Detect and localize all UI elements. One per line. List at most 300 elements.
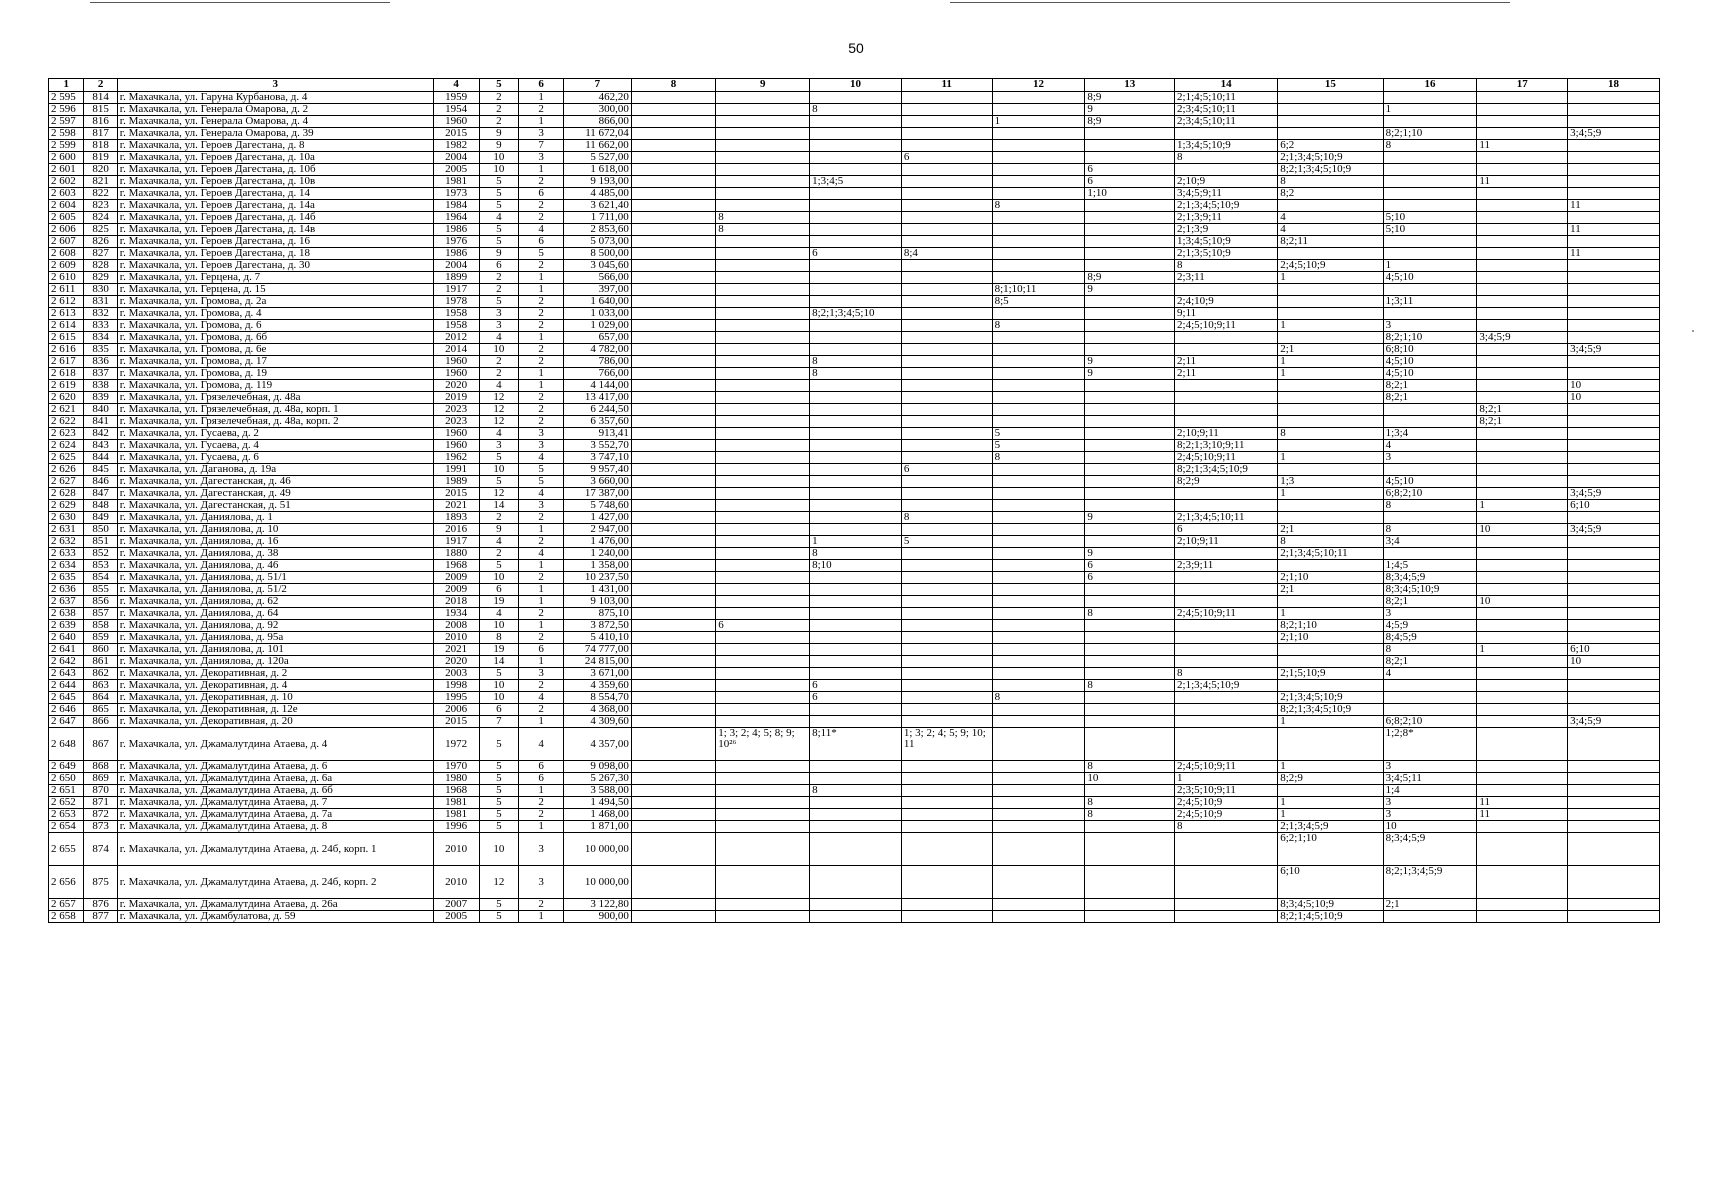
cell-col-16: 8;3;4;5;9 — [1383, 572, 1477, 584]
cell-col-11 — [901, 524, 992, 536]
cell-col-5: 19 — [479, 644, 519, 656]
table-row — [49, 821, 1660, 833]
cell-col-18 — [1568, 560, 1660, 572]
cell-col-7: 11 672,04 — [564, 128, 632, 140]
cell-col-8 — [631, 140, 715, 152]
cell-col-2: 867 — [84, 728, 117, 761]
cell-col-17: 10 — [1477, 596, 1568, 608]
cell-col-15: 8;2;1;3;4;5;10;9 — [1278, 164, 1383, 176]
cell-col-5: 6 — [479, 704, 519, 716]
cell-col-7: 1 476,00 — [564, 536, 632, 548]
cell-col-4: 1991 — [433, 464, 479, 476]
cell-col-6: 1 — [519, 332, 564, 344]
cell-col-3: г. Махачкала, ул. Героев Дагестана, д. 14а — [117, 200, 433, 212]
cell-col-13: 9 — [1085, 356, 1175, 368]
cell-col-9 — [716, 116, 810, 128]
cell-col-5: 19 — [479, 596, 519, 608]
cell-col-17 — [1477, 212, 1568, 224]
cell-col-18 — [1568, 152, 1660, 164]
cell-col-5: 5 — [479, 236, 519, 248]
cell-col-15: 8;2;1;4;5;10;9 — [1278, 911, 1383, 923]
cell-col-8 — [631, 548, 715, 560]
cell-col-11 — [901, 404, 992, 416]
cell-col-15 — [1278, 560, 1383, 572]
cell-col-2: 858 — [84, 620, 117, 632]
cell-col-8 — [631, 260, 715, 272]
cell-col-13: 9 — [1085, 512, 1175, 524]
cell-col-1: 2 657 — [49, 899, 84, 911]
cell-col-5: 10 — [479, 833, 519, 866]
cell-col-12 — [992, 152, 1085, 164]
cell-col-9 — [716, 911, 810, 923]
cell-col-14: 1;3;4;5;10;9 — [1175, 140, 1278, 152]
cell-col-11 — [901, 488, 992, 500]
cell-col-10 — [810, 452, 902, 464]
cell-col-1: 2 656 — [49, 866, 84, 899]
column-header-10: 10 — [810, 79, 902, 92]
cell-col-15: 2;1;3;4;5;10;11 — [1278, 548, 1383, 560]
cell-col-1: 2 653 — [49, 809, 84, 821]
cell-col-15: 4 — [1278, 224, 1383, 236]
cell-col-5: 4 — [479, 212, 519, 224]
cell-col-15: 6;10 — [1278, 866, 1383, 899]
cell-col-16: 8 — [1383, 500, 1477, 512]
cell-col-8 — [631, 116, 715, 128]
cell-col-15 — [1278, 596, 1383, 608]
cell-col-17: 8;2;1 — [1477, 404, 1568, 416]
cell-col-7: 300,00 — [564, 104, 632, 116]
cell-col-14 — [1175, 644, 1278, 656]
table-row — [49, 572, 1660, 584]
cell-col-3: г. Махачкала, ул. Джамалутдина Атаева, д. 26а — [117, 899, 433, 911]
cell-col-11: 8;4 — [901, 248, 992, 260]
cell-col-7: 462,20 — [564, 92, 632, 104]
cell-col-7: 3 045,60 — [564, 260, 632, 272]
cell-col-14 — [1175, 728, 1278, 761]
cell-col-9 — [716, 512, 810, 524]
cell-col-17 — [1477, 116, 1568, 128]
cell-col-6: 3 — [519, 152, 564, 164]
cell-col-10: 8 — [810, 548, 902, 560]
cell-col-15 — [1278, 440, 1383, 452]
cell-col-9 — [716, 428, 810, 440]
cell-col-5: 5 — [479, 176, 519, 188]
cell-col-2: 868 — [84, 761, 117, 773]
cell-col-11 — [901, 899, 992, 911]
cell-col-10 — [810, 797, 902, 809]
cell-col-1: 2 618 — [49, 368, 84, 380]
cell-col-18 — [1568, 92, 1660, 104]
cell-col-11: 8 — [901, 512, 992, 524]
cell-col-1: 2 626 — [49, 464, 84, 476]
cell-col-11 — [901, 308, 992, 320]
cell-col-5: 12 — [479, 392, 519, 404]
cell-col-16 — [1383, 704, 1477, 716]
cell-col-7: 5 073,00 — [564, 236, 632, 248]
cell-col-11 — [901, 833, 992, 866]
cell-col-16: 1 — [1383, 260, 1477, 272]
cell-col-16: 4 — [1383, 668, 1477, 680]
cell-col-4: 2016 — [433, 524, 479, 536]
cell-col-18 — [1568, 188, 1660, 200]
cell-col-17 — [1477, 308, 1568, 320]
cell-col-11 — [901, 500, 992, 512]
cell-col-13 — [1085, 644, 1175, 656]
cell-col-4: 1958 — [433, 320, 479, 332]
cell-col-2: 841 — [84, 416, 117, 428]
cell-col-4: 2004 — [433, 152, 479, 164]
cell-col-9 — [716, 464, 810, 476]
cell-col-12 — [992, 512, 1085, 524]
cell-col-13 — [1085, 911, 1175, 923]
cell-col-12 — [992, 404, 1085, 416]
cell-col-4: 1880 — [433, 548, 479, 560]
cell-col-10: 8 — [810, 785, 902, 797]
cell-col-1: 2 644 — [49, 680, 84, 692]
cell-col-5: 5 — [479, 761, 519, 773]
cell-col-18 — [1568, 596, 1660, 608]
cell-col-13 — [1085, 380, 1175, 392]
column-header-18: 18 — [1568, 79, 1660, 92]
cell-col-13: 9 — [1085, 284, 1175, 296]
cell-col-12 — [992, 596, 1085, 608]
cell-col-11 — [901, 668, 992, 680]
cell-col-7: 1 468,00 — [564, 809, 632, 821]
cell-col-5: 3 — [479, 320, 519, 332]
cell-col-13 — [1085, 728, 1175, 761]
cell-col-8 — [631, 536, 715, 548]
cell-col-10 — [810, 488, 902, 500]
cell-col-11 — [901, 284, 992, 296]
cell-col-12 — [992, 236, 1085, 248]
cell-col-16: 5;10 — [1383, 212, 1477, 224]
cell-col-3: г. Махачкала, ул. Громова, д. 119 — [117, 380, 433, 392]
cell-col-5: 4 — [479, 332, 519, 344]
cell-col-14: 2;4;5;10;9 — [1175, 797, 1278, 809]
cell-col-14: 2;4;5;10;9 — [1175, 809, 1278, 821]
cell-col-2: 837 — [84, 368, 117, 380]
cell-col-8 — [631, 524, 715, 536]
cell-col-11 — [901, 320, 992, 332]
cell-col-12 — [992, 668, 1085, 680]
cell-col-10 — [810, 188, 902, 200]
cell-col-10 — [810, 608, 902, 620]
cell-col-8 — [631, 728, 715, 761]
cell-col-15 — [1278, 128, 1383, 140]
cell-col-2: 836 — [84, 356, 117, 368]
cell-col-1: 2 621 — [49, 404, 84, 416]
cell-col-6: 4 — [519, 548, 564, 560]
cell-col-7: 1 431,00 — [564, 584, 632, 596]
table-row — [49, 188, 1660, 200]
cell-col-16 — [1383, 548, 1477, 560]
cell-col-3: г. Махачкала, ул. Генерала Омарова, д. 2 — [117, 104, 433, 116]
cell-col-14: 2;3;4;5;10;11 — [1175, 104, 1278, 116]
cell-col-6: 1 — [519, 380, 564, 392]
cell-col-4: 1996 — [433, 821, 479, 833]
cell-col-2: 850 — [84, 524, 117, 536]
cell-col-18: 6;10 — [1568, 500, 1660, 512]
cell-col-10 — [810, 152, 902, 164]
cell-col-10 — [810, 833, 902, 866]
cell-col-13 — [1085, 308, 1175, 320]
cell-col-13: 6 — [1085, 164, 1175, 176]
cell-col-13 — [1085, 584, 1175, 596]
cell-col-5: 5 — [479, 773, 519, 785]
cell-col-14: 2;4;10;9 — [1175, 296, 1278, 308]
cell-col-11 — [901, 797, 992, 809]
cell-col-8 — [631, 773, 715, 785]
cell-col-2: 877 — [84, 911, 117, 923]
cell-col-10 — [810, 212, 902, 224]
cell-col-3: г. Махачкала, ул. Героев Дагестана, д. 10в — [117, 176, 433, 188]
cell-col-5: 5 — [479, 809, 519, 821]
table-row — [49, 236, 1660, 248]
cell-col-8 — [631, 332, 715, 344]
cell-col-2: 833 — [84, 320, 117, 332]
cell-col-9 — [716, 296, 810, 308]
cell-col-15: 8;2 — [1278, 188, 1383, 200]
cell-col-13: 9 — [1085, 548, 1175, 560]
cell-col-10 — [810, 596, 902, 608]
cell-col-2: 830 — [84, 284, 117, 296]
cell-col-8 — [631, 320, 715, 332]
cell-col-15: 2;1;3;4;5;10;9 — [1278, 692, 1383, 704]
cell-col-7: 1 240,00 — [564, 548, 632, 560]
cell-col-4: 1964 — [433, 212, 479, 224]
cell-col-14: 2;3;5;10;9;11 — [1175, 785, 1278, 797]
cell-col-11 — [901, 272, 992, 284]
cell-col-11 — [901, 344, 992, 356]
cell-col-8 — [631, 284, 715, 296]
cell-col-1: 2 637 — [49, 596, 84, 608]
cell-col-15 — [1278, 464, 1383, 476]
cell-col-7: 3 660,00 — [564, 476, 632, 488]
cell-col-10 — [810, 899, 902, 911]
cell-col-15: 1 — [1278, 320, 1383, 332]
cell-col-16 — [1383, 164, 1477, 176]
table-row — [49, 464, 1660, 476]
cell-col-7: 1 358,00 — [564, 560, 632, 572]
cell-col-6: 6 — [519, 773, 564, 785]
cell-col-10: 1 — [810, 536, 902, 548]
cell-col-16 — [1383, 284, 1477, 296]
cell-col-9 — [716, 356, 810, 368]
cell-col-18 — [1568, 785, 1660, 797]
cell-col-4: 1998 — [433, 680, 479, 692]
cell-col-11 — [901, 761, 992, 773]
cell-col-7: 17 387,00 — [564, 488, 632, 500]
cell-col-18: 11 — [1568, 224, 1660, 236]
cell-col-17 — [1477, 236, 1568, 248]
cell-col-14 — [1175, 344, 1278, 356]
cell-col-3: г. Махачкала, ул. Декоративная, д. 10 — [117, 692, 433, 704]
cell-col-2: 834 — [84, 332, 117, 344]
cell-col-9 — [716, 596, 810, 608]
cell-col-1: 2 638 — [49, 608, 84, 620]
cell-col-2: 827 — [84, 248, 117, 260]
cell-col-16 — [1383, 200, 1477, 212]
cell-col-9 — [716, 809, 810, 821]
cell-col-11 — [901, 392, 992, 404]
cell-col-16 — [1383, 236, 1477, 248]
cell-col-17 — [1477, 452, 1568, 464]
cell-col-18: 10 — [1568, 392, 1660, 404]
cell-col-11: 5 — [901, 536, 992, 548]
cell-col-10 — [810, 164, 902, 176]
cell-col-9 — [716, 140, 810, 152]
column-header-13: 13 — [1085, 79, 1175, 92]
cell-col-14 — [1175, 572, 1278, 584]
cell-col-6: 2 — [519, 344, 564, 356]
cell-col-1: 2 652 — [49, 797, 84, 809]
cell-col-16 — [1383, 680, 1477, 692]
cell-col-4: 1980 — [433, 773, 479, 785]
cell-col-5: 5 — [479, 224, 519, 236]
cell-col-12: 8 — [992, 320, 1085, 332]
cell-col-16: 8;2;1;3;4;5;9 — [1383, 866, 1477, 899]
cell-col-15 — [1278, 644, 1383, 656]
cell-col-4: 2023 — [433, 404, 479, 416]
cell-col-7: 3 122,80 — [564, 899, 632, 911]
cell-col-17 — [1477, 632, 1568, 644]
cell-col-6: 1 — [519, 596, 564, 608]
cell-col-18 — [1568, 797, 1660, 809]
cell-col-15 — [1278, 284, 1383, 296]
cell-col-11 — [901, 548, 992, 560]
column-header-9: 9 — [716, 79, 810, 92]
cell-col-12 — [992, 488, 1085, 500]
cell-col-8 — [631, 866, 715, 899]
cell-col-3: г. Махачкала, ул. Даниялова, д. 46 — [117, 560, 433, 572]
cell-col-10 — [810, 644, 902, 656]
cell-col-17: 11 — [1477, 809, 1568, 821]
cell-col-5: 10 — [479, 680, 519, 692]
cell-col-8 — [631, 224, 715, 236]
cell-col-10 — [810, 200, 902, 212]
cell-col-8 — [631, 608, 715, 620]
table-row — [49, 584, 1660, 596]
cell-col-17 — [1477, 548, 1568, 560]
cell-col-3: г. Махачкала, ул. Даниялова, д. 95а — [117, 632, 433, 644]
cell-col-18 — [1568, 404, 1660, 416]
cell-col-4: 1968 — [433, 560, 479, 572]
cell-col-12 — [992, 272, 1085, 284]
cell-col-12 — [992, 344, 1085, 356]
cell-col-17 — [1477, 656, 1568, 668]
cell-col-4: 2019 — [433, 392, 479, 404]
table-row — [49, 866, 1660, 899]
cell-col-4: 2006 — [433, 704, 479, 716]
cell-col-11 — [901, 620, 992, 632]
cell-col-3: г. Махачкала, ул. Даниялова, д. 64 — [117, 608, 433, 620]
cell-col-4: 2021 — [433, 644, 479, 656]
cell-col-18 — [1568, 236, 1660, 248]
cell-col-14: 2;10;9;11 — [1175, 428, 1278, 440]
cell-col-1: 2 615 — [49, 332, 84, 344]
cell-col-6: 2 — [519, 512, 564, 524]
cell-col-12 — [992, 212, 1085, 224]
cell-col-1: 2 603 — [49, 188, 84, 200]
cell-col-5: 10 — [479, 620, 519, 632]
cell-col-16: 1;4 — [1383, 785, 1477, 797]
cell-col-8 — [631, 356, 715, 368]
cell-col-5: 5 — [479, 560, 519, 572]
cell-col-18: 3;4;5;9 — [1568, 128, 1660, 140]
cell-col-5: 2 — [479, 116, 519, 128]
cell-col-9 — [716, 272, 810, 284]
cell-col-1: 2 628 — [49, 488, 84, 500]
cell-col-17 — [1477, 440, 1568, 452]
cell-col-14: 2;1;3;9 — [1175, 224, 1278, 236]
cell-col-10: 8 — [810, 356, 902, 368]
cell-col-14 — [1175, 596, 1278, 608]
table-row — [49, 488, 1660, 500]
cell-col-15 — [1278, 332, 1383, 344]
cell-col-8 — [631, 692, 715, 704]
cell-col-8 — [631, 596, 715, 608]
cell-col-16: 4;5;10 — [1383, 272, 1477, 284]
cell-col-14: 2;1;3;4;5;10;9 — [1175, 680, 1278, 692]
cell-col-3: г. Махачкала, ул. Героев Дагестана, д. 16 — [117, 236, 433, 248]
cell-col-18 — [1568, 572, 1660, 584]
cell-col-7: 3 747,10 — [564, 452, 632, 464]
cell-col-6: 6 — [519, 761, 564, 773]
cell-col-3: г. Махачкала, ул. Героев Дагестана, д. 10б — [117, 164, 433, 176]
cell-col-5: 7 — [479, 716, 519, 728]
cell-col-14: 6 — [1175, 524, 1278, 536]
cell-col-18: 11 — [1568, 200, 1660, 212]
cell-col-1: 2 643 — [49, 668, 84, 680]
cell-col-12 — [992, 761, 1085, 773]
cell-col-1: 2 595 — [49, 92, 84, 104]
cell-col-11 — [901, 428, 992, 440]
cell-col-18 — [1568, 704, 1660, 716]
cell-col-8 — [631, 632, 715, 644]
cell-col-10 — [810, 809, 902, 821]
cell-col-12 — [992, 356, 1085, 368]
table-row — [49, 356, 1660, 368]
cell-col-14 — [1175, 500, 1278, 512]
cell-col-6: 4 — [519, 452, 564, 464]
cell-col-15: 8 — [1278, 428, 1383, 440]
cell-col-4: 1893 — [433, 512, 479, 524]
column-header-14: 14 — [1175, 79, 1278, 92]
cell-col-3: г. Махачкала, ул. Грязелечебная, д. 48а, корп. 2 — [117, 416, 433, 428]
cell-col-5: 2 — [479, 356, 519, 368]
cell-col-13: 6 — [1085, 560, 1175, 572]
cell-col-8 — [631, 644, 715, 656]
cell-col-13 — [1085, 632, 1175, 644]
cell-col-1: 2 633 — [49, 548, 84, 560]
cell-col-15: 1 — [1278, 452, 1383, 464]
cell-col-9 — [716, 416, 810, 428]
cell-col-2: 849 — [84, 512, 117, 524]
cell-col-8 — [631, 344, 715, 356]
cell-col-8 — [631, 188, 715, 200]
cell-col-9 — [716, 716, 810, 728]
table-row — [49, 404, 1660, 416]
cell-col-6: 1 — [519, 92, 564, 104]
cell-col-1: 2 616 — [49, 344, 84, 356]
cell-col-7: 900,00 — [564, 911, 632, 923]
cell-col-6: 2 — [519, 797, 564, 809]
cell-col-8 — [631, 785, 715, 797]
cell-col-15: 1 — [1278, 761, 1383, 773]
cell-col-16: 8;2;1 — [1383, 656, 1477, 668]
cell-col-6: 6 — [519, 236, 564, 248]
cell-col-4: 1954 — [433, 104, 479, 116]
